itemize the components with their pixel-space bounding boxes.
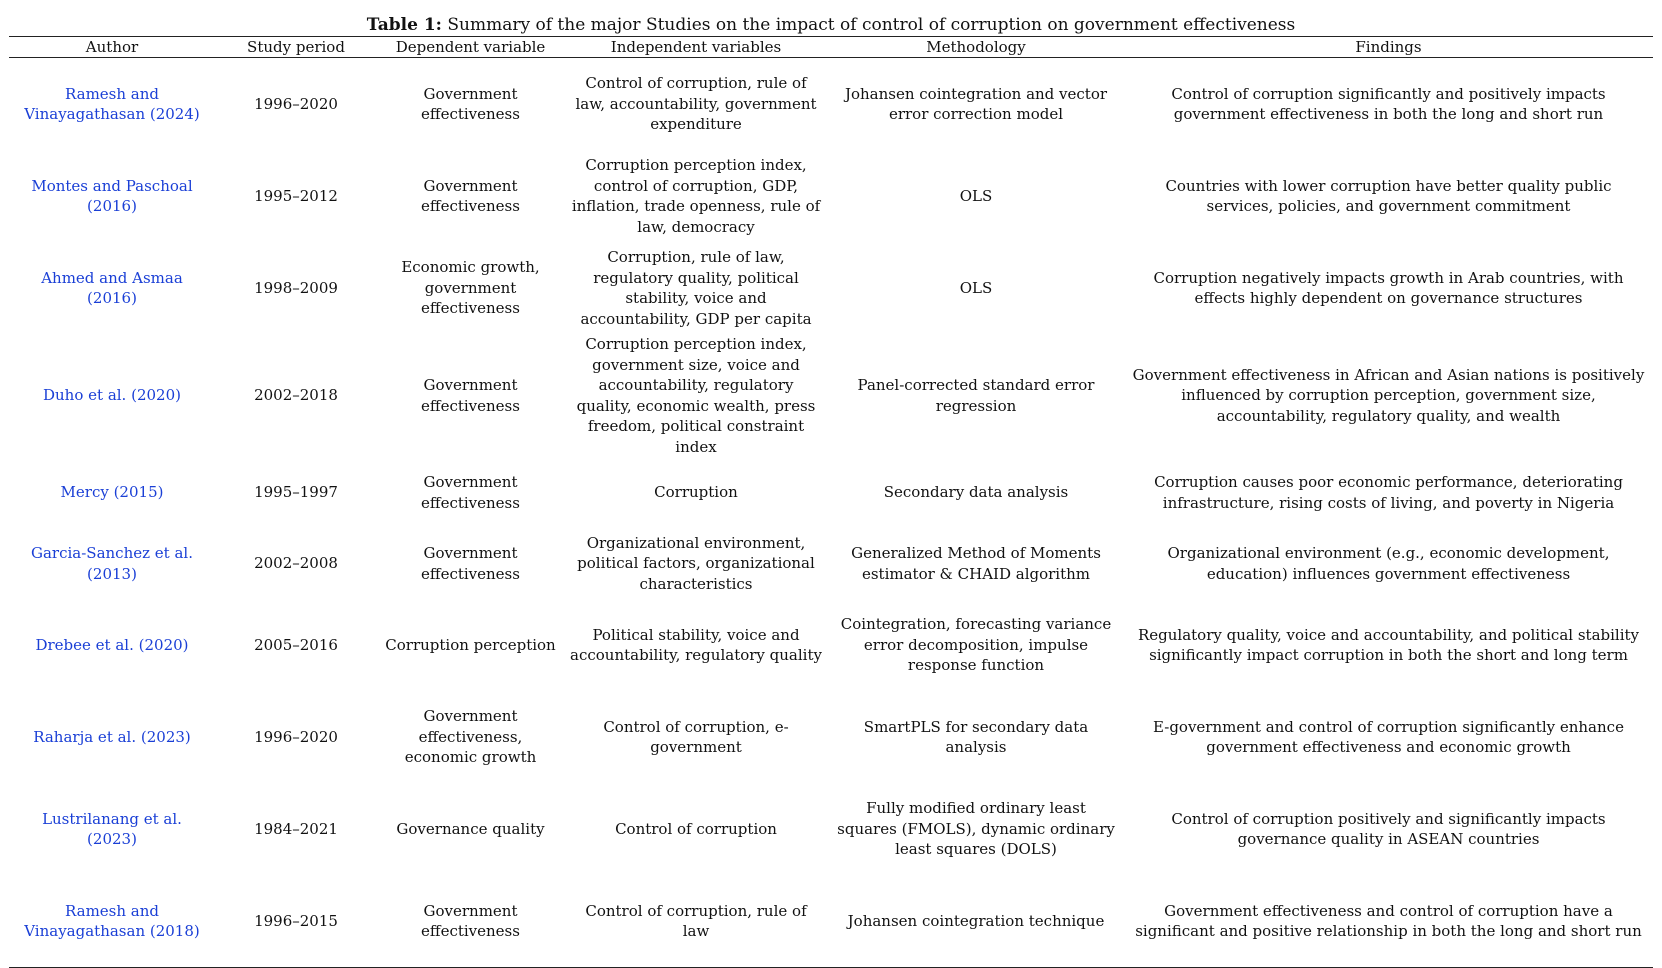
study-period-cell: 2005–2016 [254,635,338,654]
dependent-variable-cell: Government effectiveness, economic growth [404,707,537,767]
study-period-cell: 2002–2008 [254,554,338,573]
independent-variables-cell: Organizational environment, political factors, organizational characteristics [577,533,815,593]
table-row [9,58,1653,151]
independent-variables-cell: Political stability, voice and accountability, regulatory quality [570,625,822,664]
findings-cell: Control of corruption significantly and positively impacts government effectiveness in both the long and short run [1171,84,1606,123]
author-link[interactable]: Mercy (2015) [60,483,164,502]
methodology-cell: Johansen cointegration and vector error correction model [844,84,1108,123]
table-row [9,875,1653,968]
dependent-variable-cell: Government effectiveness [421,544,520,583]
header-independent-variables: Independent variables [610,38,782,56]
findings-cell: E-government and control of corruption significantly enhance government effectiveness and economic growth [1153,717,1624,756]
methodology-cell: Johansen cointegration technique [847,911,1105,930]
dependent-variable-cell: Government effectiveness [421,84,520,123]
table-row [9,599,1653,691]
author-link[interactable]: Lustrilanang et al. (2023) [42,809,182,848]
dependent-variable-cell: Government effectiveness [421,376,520,415]
independent-variables-cell: Control of corruption, rule of law [585,901,807,940]
table-row [9,691,1653,783]
header-row [9,37,1653,58]
independent-variables-cell: Control of corruption, e-government [603,717,789,756]
methodology-cell: Cointegration, forecasting variance error decomposition, impulse response function [840,615,1112,675]
study-period-cell: 1998–2009 [254,278,338,297]
methodology-cell: SmartPLS for secondary data analysis [863,717,1089,756]
findings-cell: Countries with lower corruption have better quality public services, policies, and government commitment [1165,176,1612,215]
dependent-variable-cell: Government effectiveness [421,901,520,940]
caption-label: Table 1: [366,15,442,35]
author-link[interactable]: Montes and Paschoal (2016) [31,176,193,215]
methodology-cell: Panel-corrected standard error regression [857,376,1095,415]
study-period-cell: 1996–2015 [254,911,338,930]
header-methodology: Methodology [926,38,1026,56]
table-row [9,242,1653,334]
header-dependent-variable: Dependent variable [395,38,546,56]
methodology-cell: Fully modified ordinary least squares (FMOLS), dynamic ordinary least squares (DOLS) [837,799,1115,859]
independent-variables-cell: Control of corruption, rule of law, accountability, government expenditure [575,74,817,134]
study-period-cell: 1995–2012 [254,186,338,205]
studies-table [9,36,1653,968]
author-link[interactable]: Garcia-Sanchez et al. (2013) [31,544,193,583]
study-period-cell: 1995–1997 [254,483,338,502]
dependent-variable-cell: Governance quality [396,819,545,838]
findings-cell: Government effectiveness and control of corruption have a significant and positive relationship in both the long and short run [1135,901,1642,940]
study-period-cell: 1996–2020 [254,727,338,746]
methodology-cell: OLS [959,278,993,297]
study-period-cell: 1996–2020 [254,94,338,113]
independent-variables-cell: Corruption, rule of law, regulatory quality, political stability, voice and accountability, GDP per capita [580,248,812,328]
independent-variables-cell: Corruption perception index, control of corruption, GDP, inflation, trade openness, rule of law, democracy [571,156,821,236]
table-row [9,334,1653,457]
author-link[interactable]: Ramesh and Vinayagathasan (2024) [24,84,200,123]
findings-cell: Corruption negatively impacts growth in Arab countries, with effects highly dependent on governance structures [1153,268,1624,307]
author-link[interactable]: Duho et al. (2020) [43,386,181,405]
findings-cell: Corruption causes poor economic performance, deteriorating infrastructure, rising costs of living, and poverty in Nigeria [1154,473,1623,512]
findings-cell: Regulatory quality, voice and accountability, and political stability significantly impact corruption in both the short and long term [1137,625,1640,664]
table-row [9,528,1653,599]
independent-variables-cell: Control of corruption [615,819,777,838]
header-author: Author [85,38,139,56]
table-row [9,457,1653,528]
methodology-cell: OLS [959,186,993,205]
findings-cell: Organizational environment (e.g., economic development, education) influences government effectiveness [1167,544,1610,583]
author-link[interactable]: Raharja et al. (2023) [33,727,191,746]
header-findings: Findings [1355,38,1422,56]
table-caption [0,14,1662,36]
dependent-variable-cell: Economic growth, government effectiveness [401,258,540,318]
methodology-cell: Generalized Method of Moments estimator & CHAID algorithm [851,544,1101,583]
independent-variables-cell: Corruption [654,483,738,502]
author-link[interactable]: Ahmed and Asmaa (2016) [41,268,183,307]
dependent-variable-cell: Corruption perception [385,635,556,654]
header-study-period: Study period [247,38,345,56]
findings-cell: Control of corruption positively and significantly impacts governance quality in ASEAN countries [1171,809,1606,848]
independent-variables-cell: Corruption perception index, government size, voice and accountability, regulatory quality, economic wealth, press freedom, political constraint index [576,335,816,456]
table-row [9,150,1653,242]
methodology-cell: Secondary data analysis [883,483,1069,502]
author-link[interactable]: Drebee et al. (2020) [35,635,189,654]
caption-text: Summary of the major Studies on the impact of control of corruption on government effectiveness [447,15,1296,35]
table-row [9,783,1653,875]
author-link[interactable]: Ramesh and Vinayagathasan (2018) [24,901,200,940]
dependent-variable-cell: Government effectiveness [421,473,520,512]
findings-cell: Government effectiveness in African and Asian nations is positively influenced by corruption perception, government size, accountability, regulatory quality, and wealth [1132,365,1645,425]
study-period-cell: 2002–2018 [254,386,338,405]
dependent-variable-cell: Government effectiveness [421,176,520,215]
study-period-cell: 1984–2021 [254,819,338,838]
